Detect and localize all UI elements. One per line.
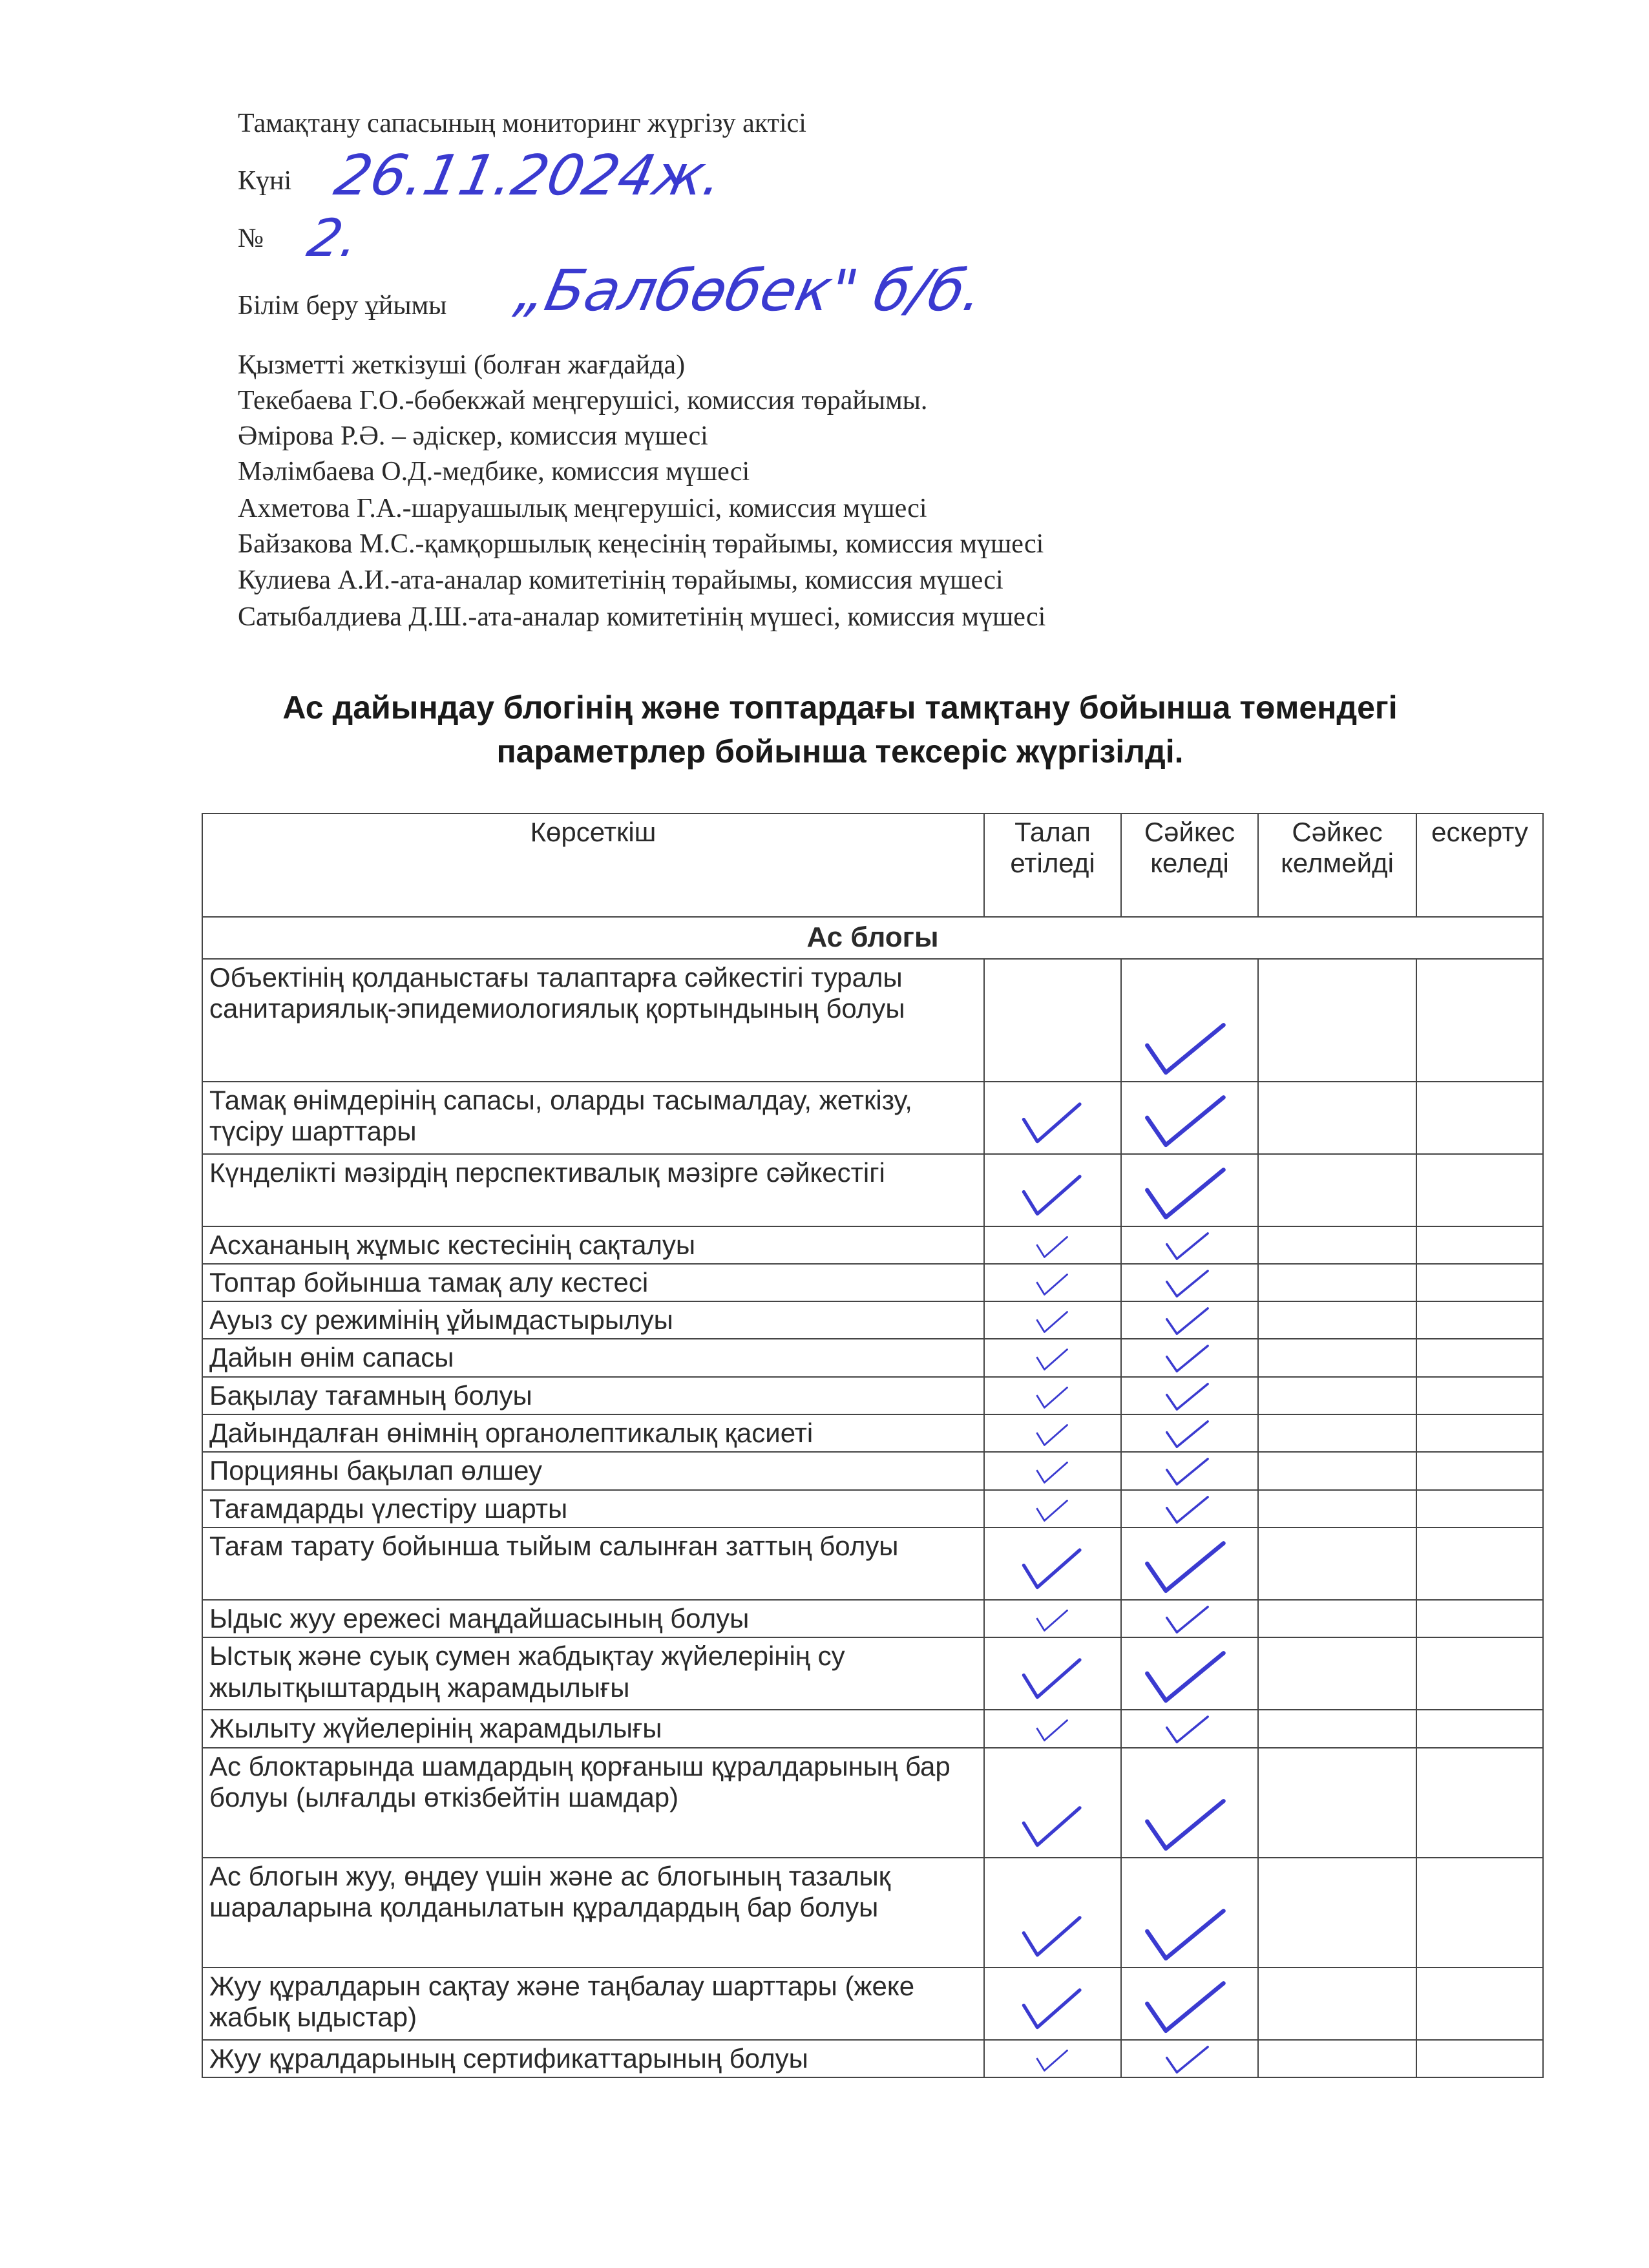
section-row — [202, 917, 1543, 959]
not-complies-cell — [1258, 1226, 1416, 1264]
indicator-cell: Жуу құралдарының сертификаттарының болуы — [202, 2040, 984, 2077]
table-row — [202, 1264, 1543, 1301]
checkmark-icon — [985, 1858, 1120, 1967]
note-cell — [1416, 1226, 1543, 1264]
indicator-cell: Ыстық және суық сумен жабдықтау жүйелерінің су жылытқыштардың жарамдылығы — [202, 1637, 984, 1710]
number-label: № — [238, 224, 264, 253]
inspection-table — [202, 813, 1544, 2078]
required-cell — [984, 1490, 1121, 1528]
act-title: Тамақтану сапасының мониторинг жүргізу актісі — [238, 109, 806, 138]
commission-member: Мәлімбаева О.Д.-медбике, комиссия мүшесі — [238, 457, 750, 487]
required-cell — [984, 1414, 1121, 1452]
required-cell — [984, 2040, 1121, 2077]
checkmark-icon — [1122, 1082, 1257, 1153]
checkmark-icon — [985, 1155, 1120, 1226]
organization-label: Білім беру ұйымы — [238, 291, 447, 320]
supplier-label: Қызметті жеткізуші (болған жағдайда) — [238, 350, 686, 380]
note-cell — [1416, 1858, 1543, 1968]
checkmark-icon — [1122, 1415, 1257, 1451]
inspection-heading — [194, 686, 1486, 773]
not-complies-cell — [1258, 1968, 1416, 2040]
table-row — [202, 1710, 1543, 1747]
table-row — [202, 1082, 1543, 1154]
required-cell — [984, 1377, 1121, 1414]
table-row — [202, 1968, 1543, 2040]
checkmark-icon — [985, 1378, 1120, 1414]
checkmark-icon — [985, 1968, 1120, 2039]
checkmark-icon — [985, 2041, 1120, 2077]
table-row — [202, 1748, 1543, 1858]
table-row — [202, 959, 1543, 1082]
indicator-cell: Объектінің қолданыстағы талаптарға сәйкестігі туралы санитариялық-эпидемиологиялық қортындының болуы — [202, 959, 984, 1082]
required-cell — [984, 1082, 1121, 1154]
not-complies-cell — [1258, 1528, 1416, 1600]
complies-cell — [1121, 1528, 1258, 1600]
section-title: Ас блогы — [202, 917, 1543, 959]
checkmark-icon — [985, 1227, 1120, 1263]
checkmark-icon — [1122, 1491, 1257, 1527]
table-row — [202, 1154, 1543, 1226]
required-cell — [984, 1600, 1121, 1637]
checkmark-icon — [1122, 1638, 1257, 1709]
note-cell — [1416, 1154, 1543, 1226]
header-indicator: Көрсеткіш — [202, 814, 984, 917]
table-row — [202, 1226, 1543, 1264]
checkmark-icon — [1122, 1155, 1257, 1226]
required-cell — [984, 1301, 1121, 1339]
complies-cell — [1121, 1414, 1258, 1452]
table-row — [202, 1377, 1543, 1414]
number-value: 2. — [302, 208, 365, 268]
checkmark-icon — [985, 1491, 1120, 1527]
header-note: ескерту — [1416, 814, 1543, 917]
table-row — [202, 1858, 1543, 1968]
complies-cell — [1121, 1226, 1258, 1264]
checkmark-icon — [1122, 2041, 1257, 2077]
complies-cell — [1121, 1377, 1258, 1414]
not-complies-cell — [1258, 1452, 1416, 1489]
checkmark-icon — [1122, 1339, 1257, 1376]
checkmark-icon — [1122, 1528, 1257, 1599]
table-row — [202, 1490, 1543, 1528]
table-row — [202, 1301, 1543, 1339]
checkmark-icon — [1122, 1302, 1257, 1338]
checkmark-icon — [985, 1748, 1120, 1857]
not-complies-cell — [1258, 1377, 1416, 1414]
checkmark-icon — [1122, 960, 1257, 1081]
organization-value: „Балбөбек" б/б. — [510, 257, 990, 324]
indicator-cell: Ыдыс жуу ережесі маңдайшасының болуы — [202, 1600, 984, 1637]
note-cell — [1416, 1490, 1543, 1528]
checkmark-icon — [985, 1638, 1120, 1709]
indicator-cell: Жылыту жүйелерінің жарамдылығы — [202, 1710, 984, 1747]
note-cell — [1416, 1968, 1543, 2040]
table-row — [202, 1339, 1543, 1376]
checkmark-icon — [1122, 1378, 1257, 1414]
not-complies-cell — [1258, 1637, 1416, 1710]
required-cell — [984, 1264, 1121, 1301]
checkmark-icon — [985, 1710, 1120, 1747]
not-complies-cell — [1258, 1858, 1416, 1968]
checkmark-icon — [1122, 1968, 1257, 2039]
not-complies-cell — [1258, 1082, 1416, 1154]
checkmark-icon — [1122, 1858, 1257, 1967]
table-row — [202, 1600, 1543, 1637]
note-cell — [1416, 1264, 1543, 1301]
checkmark-icon — [985, 1302, 1120, 1338]
complies-cell — [1121, 1452, 1258, 1489]
checkmark-icon — [1122, 1453, 1257, 1489]
not-complies-cell — [1258, 1600, 1416, 1637]
note-cell — [1416, 1600, 1543, 1637]
indicator-cell: Тамақ өнімдерінің сапасы, оларды тасымалдау, жеткізу, түсіру шарттары — [202, 1082, 984, 1154]
not-complies-cell — [1258, 1710, 1416, 1747]
table-row — [202, 1452, 1543, 1489]
complies-cell — [1121, 1264, 1258, 1301]
complies-cell — [1121, 1082, 1258, 1154]
date-label: Күні — [238, 166, 292, 196]
note-cell — [1416, 959, 1543, 1082]
commission-member: Байзакова М.С.-қамқоршылық кеңесінің төрайымы, комиссия мүшесі — [238, 529, 1044, 559]
note-cell — [1416, 1339, 1543, 1376]
commission-member: Текебаева Г.О.-бөбекжай меңгерушісі, комиссия төрайымы. — [238, 386, 928, 415]
note-cell — [1416, 1748, 1543, 1858]
required-cell — [984, 1339, 1121, 1376]
indicator-cell: Тағамдарды үлестіру шарты — [202, 1490, 984, 1528]
not-complies-cell — [1258, 1264, 1416, 1301]
note-cell — [1416, 1301, 1543, 1339]
commission-member: Сатыбалдиева Д.Ш.-ата-аналар комитетінің мүшесі, комиссия мүшесі — [238, 602, 1046, 632]
checkmark-icon — [985, 1415, 1120, 1451]
note-cell — [1416, 2040, 1543, 2077]
note-cell — [1416, 1414, 1543, 1452]
not-complies-cell — [1258, 1154, 1416, 1226]
indicator-cell: Күнделікті мәзірдің перспективалық мәзірге сәйкестігі — [202, 1154, 984, 1226]
indicator-cell: Дайындалған өнімнің органолептикалық қасиеті — [202, 1414, 984, 1452]
not-complies-cell — [1258, 2040, 1416, 2077]
indicator-cell: Порцияны бақылап өлшеу — [202, 1452, 984, 1489]
indicator-cell: Дайын өнім сапасы — [202, 1339, 984, 1376]
checkmark-icon — [1122, 1601, 1257, 1637]
not-complies-cell — [1258, 1301, 1416, 1339]
commission-member: Ахметова Г.А.-шаруашылық меңгерушісі, комиссия мүшесі — [238, 494, 927, 523]
required-cell — [984, 1226, 1121, 1264]
indicator-cell: Топтар бойынша тамақ алу кестесі — [202, 1264, 984, 1301]
checkmark-icon — [985, 1082, 1120, 1153]
checkmark-icon — [985, 1601, 1120, 1637]
heading-line: Ас дайындау блогінің және топтардағы тамқтану бойынша төмендегі — [282, 689, 1398, 726]
complies-cell — [1121, 1968, 1258, 2040]
required-cell — [984, 959, 1121, 1082]
checkmark-icon — [1122, 1748, 1257, 1857]
not-complies-cell — [1258, 959, 1416, 1082]
complies-cell — [1121, 959, 1258, 1082]
required-cell — [984, 1968, 1121, 2040]
required-cell — [984, 1748, 1121, 1858]
header-required: Талап етіледі — [984, 814, 1121, 917]
indicator-cell: Тағам тарату бойынша тыйым салынған заттың болуы — [202, 1528, 984, 1600]
complies-cell — [1121, 1339, 1258, 1376]
header-complies: Сәйкес келеді — [1121, 814, 1258, 917]
required-cell — [984, 1637, 1121, 1710]
commission-member: Әмірова Р.Ә. – әдіскер, комиссия мүшесі — [238, 421, 708, 451]
indicator-cell: Асхананың жұмыс кестесінің сақталуы — [202, 1226, 984, 1264]
indicator-cell: Ас блоктарында шамдардың қорғаныш құралдарының бар болуы (ылғалды өткізбейтін шамдар) — [202, 1748, 984, 1858]
table-row — [202, 1637, 1543, 1710]
not-complies-cell — [1258, 1748, 1416, 1858]
checkmark-icon — [985, 1265, 1120, 1301]
note-cell — [1416, 1637, 1543, 1710]
note-cell — [1416, 1528, 1543, 1600]
checkmark-icon — [1122, 1227, 1257, 1263]
complies-cell — [1121, 1490, 1258, 1528]
note-cell — [1416, 1082, 1543, 1154]
complies-cell — [1121, 2040, 1258, 2077]
complies-cell — [1121, 1301, 1258, 1339]
indicator-cell: Бақылау тағамның болуы — [202, 1377, 984, 1414]
date-value: 26.11.2024ж. — [329, 143, 729, 208]
indicator-cell: Ауыз су режимінің ұйымдастырылуы — [202, 1301, 984, 1339]
checkmark-icon — [985, 1339, 1120, 1376]
required-cell — [984, 1154, 1121, 1226]
complies-cell — [1121, 1748, 1258, 1858]
heading-line: параметрлер бойынша тексеріс жүргізілді. — [496, 733, 1184, 770]
table-row — [202, 1414, 1543, 1452]
not-complies-cell — [1258, 1339, 1416, 1376]
indicator-cell: Ас блогын жуу, өңдеу үшін және ас блогының тазалық шараларына қолданылатын құралдардың бар болуы — [202, 1858, 984, 1968]
complies-cell — [1121, 1710, 1258, 1747]
not-complies-cell — [1258, 1490, 1416, 1528]
not-complies-cell — [1258, 1414, 1416, 1452]
required-cell — [984, 1858, 1121, 1968]
required-cell — [984, 1710, 1121, 1747]
table-header-row — [202, 814, 1543, 917]
commission-member: Кулиева А.И.-ата-аналар комитетінің төрайымы, комиссия мүшесі — [238, 565, 1003, 595]
checkmark-icon — [985, 1528, 1120, 1599]
required-cell — [984, 1528, 1121, 1600]
checkmark-icon — [985, 1453, 1120, 1489]
indicator-cell: Жуу құралдарын сақтау және таңбалау шарттары (жеке жабық ыдыстар) — [202, 1968, 984, 2040]
note-cell — [1416, 1452, 1543, 1489]
note-cell — [1416, 1377, 1543, 1414]
complies-cell — [1121, 1600, 1258, 1637]
table-row — [202, 2040, 1543, 2077]
complies-cell — [1121, 1858, 1258, 1968]
checkmark-icon — [1122, 1265, 1257, 1301]
checkmark-icon — [1122, 1710, 1257, 1747]
header-not-complies: Сәйкес келмейді — [1258, 814, 1416, 917]
complies-cell — [1121, 1154, 1258, 1226]
complies-cell — [1121, 1637, 1258, 1710]
table-row — [202, 1528, 1543, 1600]
note-cell — [1416, 1710, 1543, 1747]
required-cell — [984, 1452, 1121, 1489]
